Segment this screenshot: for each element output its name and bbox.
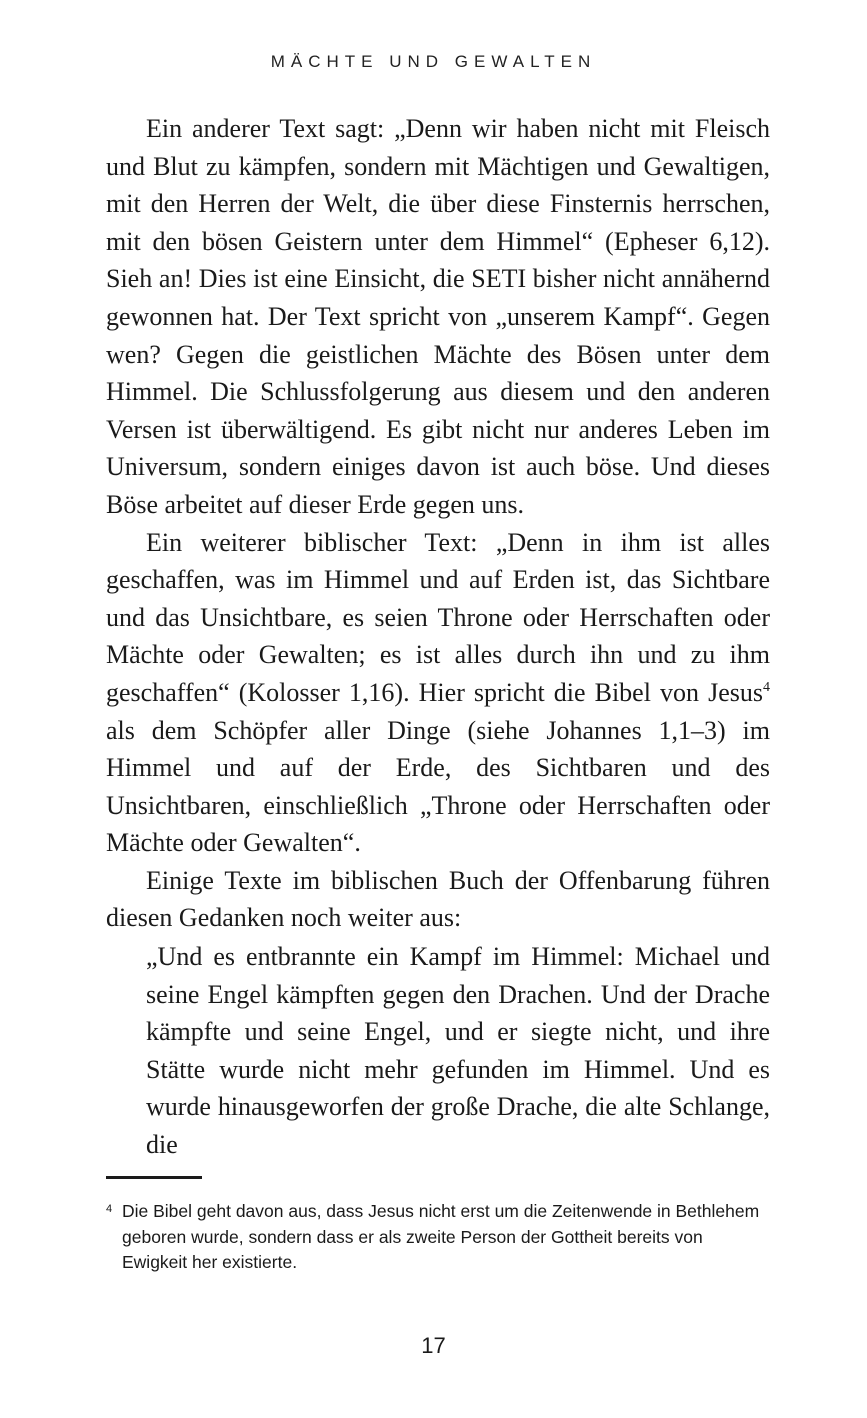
- footnote-divider: [106, 1176, 202, 1179]
- paragraph-2-text-after: als dem Schöpfer aller Dinge (siehe Johannes 1,1–3) im Himmel und auf der Erde, des Sichtbaren und des Unsichtbaren, einschließlich „Throne oder Herrschaften oder Mächte oder Gewalten“.: [106, 715, 770, 858]
- body-text: [106, 110, 770, 937]
- page-number: 17: [421, 1333, 446, 1358]
- footnote: [106, 1199, 770, 1276]
- footnote-mark: 4: [106, 1203, 113, 1215]
- block-quote: [146, 938, 770, 1164]
- footnote-reference: 4: [763, 679, 770, 695]
- paragraph-2: [106, 524, 770, 862]
- paragraph-1: Ein anderer Text sagt: „Denn wir haben nicht mit Fleisch und Blut zu kämpfen, sondern mit Mächtigen und Gewaltigen, mit den Herren der Welt, die über diese Finsternis herrschen, mit den bösen Geistern unter dem Himmel“ (Epheser 6,12). Sieh an! Dies ist eine Einsicht, die SETI bisher nicht annähernd gewonnen hat. Der Text spricht von „unserem Kampf“. Gegen wen? Gegen die geistlichen Mächte des Bösen unter dem Himmel. Die Schlussfolgerung aus diesem und den anderen Versen ist überwältigend. Es gibt nicht nur anderes Leben im Universum, sondern einiges davon ist auch böse. Und dieses Böse arbeitet auf dieser Erde gegen uns.: [106, 114, 770, 519]
- block-quote-text: „Und es entbrannte ein Kampf im Himmel: Michael und seine Engel kämpften gegen den Drachen. Und der Drache kämpfte und seine Engel, und er siegte nicht, und ihre Stätte wurde nicht mehr gefunden im Himmel. Und es wurde hinausgeworfen der große Drache, die alte Schlange, die: [146, 942, 770, 1159]
- footnote-text: Die Bibel geht davon aus, dass Jesus nicht erst um die Zeitenwende in Bethlehem geboren wurde, sondern dass er als zweite Person der Gottheit bereits von Ewigkeit her existierte.: [122, 1201, 760, 1272]
- paragraph-3: Einige Texte im biblischen Buch der Offenbarung führen diesen Gedanken noch weiter aus:: [106, 865, 770, 933]
- paragraph-2-text-before: Ein weiterer biblischer Text: „Denn in ihm ist alles geschaffen, was im Himmel und auf Erden ist, das Sichtbare und das Unsichtbare, es seien Throne oder Herrschaften oder Mächte oder Gewalten; es ist alles durch ihn und zu ihm geschaffen“ (Kolosser 1,16). Hier spricht die Bibel von Jesus: [106, 527, 770, 707]
- running-head: MÄCHTE UND GEWALTEN: [270, 52, 597, 71]
